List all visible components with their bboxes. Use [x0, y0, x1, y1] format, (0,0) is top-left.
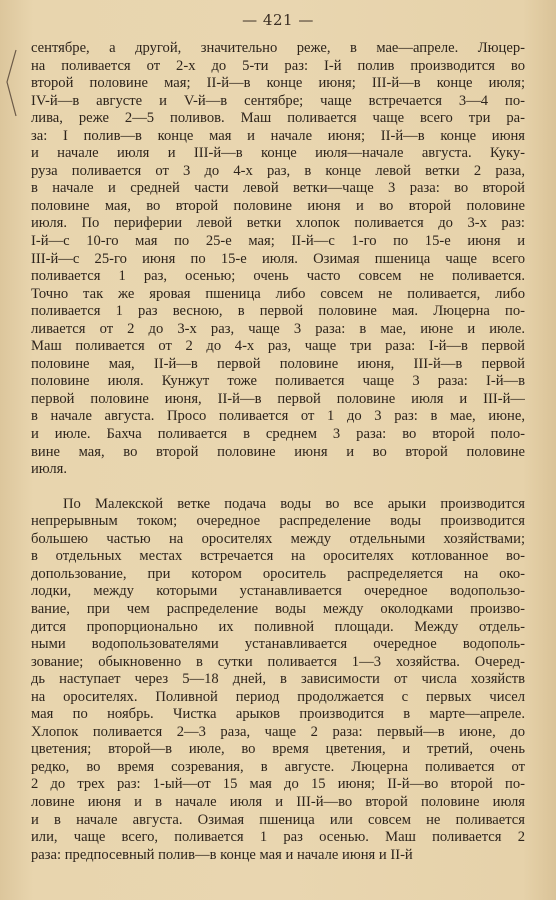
text-line: за: I полив—в конце мая и начале июня; II-й—в конце июня	[31, 127, 525, 144]
text-line: и начале июля и III-й—в конце июля—начале августа. Куку-	[31, 145, 525, 162]
text-line: вине мая, во второй половине июня и во второй половине	[31, 443, 525, 460]
text-line: руза поливается от 3 до 4-х раз, в конце левой ветки 2 раза,	[31, 162, 525, 179]
text-line: июля.	[31, 461, 67, 478]
text-line: половине мая, II-й—в первой половине июня, III-й—в первой	[31, 355, 525, 372]
text-line: половине июля. Кунжут тоже поливается чаще 3 раза: I-й—в	[31, 373, 525, 390]
text-line: в начале августа. Просо поливается от 1 до 3 раз: в мае, июне,	[31, 408, 525, 425]
text-line: I-й—с 10-го мая по 25-е мая; II-й—с 1-го по 15-е июня и	[31, 233, 525, 250]
text-line: июля. По периферии левой ветки хлопок поливается до 3-х раз:	[31, 215, 525, 232]
margin-pencil-mark	[4, 48, 18, 118]
text-line: половине мая, во второй половине июня и во второй половине	[31, 197, 525, 214]
text-line: в начале и средней части левой ветки—чаще 3 раза: во второй	[31, 180, 525, 197]
text-line: мая по ноябрь. Чистка арыков производится в марте—апреле.	[31, 706, 525, 723]
text-line: большею частью на оросителях между отдельными хозяйствами;	[31, 530, 525, 547]
text-line: допользование, при котором ороситель распределяется на око-	[31, 565, 525, 582]
text-line: Маш поливается от 2 до 4-х раз, чаще три раза: I-й—в первой	[31, 338, 525, 355]
text-line: на оросителях. Поливной период продолжается с первых чисел	[31, 688, 525, 705]
text-line: на поливается от 2-х до 5-ти раз: I-й полив производится во	[31, 57, 525, 74]
text-line: и июле. Бахча поливается в среднем 3 раза: во второй поло-	[31, 426, 525, 443]
text-line: поливается 1 раз, осенью; очень часто совсем не поливается.	[31, 268, 525, 285]
text-line: дится пропорционально их поливной площади. Между отдель-	[31, 618, 525, 635]
text-line: цветения; второй—в июле, во время цветения, и третий, очень	[31, 741, 525, 758]
text-line: Хлопок поливается 2—3 раза, чаще 2 раза: первый—в июне, до	[31, 723, 525, 740]
text-line: в отдельных местах встречается на оросителях котлованное во-	[31, 548, 525, 565]
text-line: дь наступает через 5—18 дней, в зависимости от числа хозяйств	[31, 671, 525, 688]
text-line: ловине июня и в начале июля и III-й—во второй половине июля	[31, 793, 525, 810]
text-line: IV-й—в августе и V-й—в сентябре; чаще встречается 3—4 по-	[31, 92, 525, 109]
text-line: непрерывным током; очередное распределение воды производится	[31, 513, 525, 530]
text-line: лива, реже 2—5 поливов. Маш поливается чаще всего три ра-	[31, 110, 525, 127]
text-line: III-й—с 25-го июня по 15-е июля. Озимая пшеница чаще всего	[31, 250, 525, 267]
text-line: Точно так же яровая пшеница либо совсем не поливается, либо	[31, 285, 525, 302]
text-line: второй половине мая; II-й—в конце июня; III-й—в конце июля;	[31, 75, 525, 92]
page-number: — 421 —	[242, 11, 314, 29]
text-line: вание, при чем распределение воды между околодками произво-	[31, 600, 525, 617]
text-line: зование; обыкновенно в сутки поливается 1—3 хозяйства. Очеред-	[31, 653, 525, 670]
text-line: сентябре, а другой, значительно реже, в мае—апреле. Люцер-	[31, 40, 525, 56]
text-line: По Малекской ветке подача воды во все арыки производится	[63, 495, 525, 512]
text-line: редко, во время созревания, в августе. Люцерна поливается от	[31, 758, 525, 775]
text-line: поливается 1 раз весною, в первой половине мая. Люцерна по-	[31, 303, 525, 320]
body-text	[31, 40, 525, 864]
text-line: ными водопользователями устанавливается очередное водополь-	[31, 636, 525, 653]
text-line: 2 до трех раз: 1-ый—от 15 мая до 15 июня; II-й—во второй по-	[31, 776, 525, 793]
text-line: раза: предпосевный полив—в конце мая и начале июня и II-й	[31, 846, 413, 863]
text-line: лодки, между которыми устанавливается очередное водопользо-	[31, 583, 525, 600]
paragraph-gap	[31, 479, 525, 496]
text-line: или, чаще всего, поливается 1 раз осенью. Маш поливается 2	[31, 829, 525, 846]
text-line: ливается от 2 до 3-х раз, чаще 3 раза: в мае, июне и июле.	[31, 320, 525, 337]
text-line: первой половине июня, II-й—в первой половине июля и III-й—	[31, 390, 525, 407]
text-line: и в начале августа. Озимая пшеница или совсем не поливается	[31, 811, 525, 828]
